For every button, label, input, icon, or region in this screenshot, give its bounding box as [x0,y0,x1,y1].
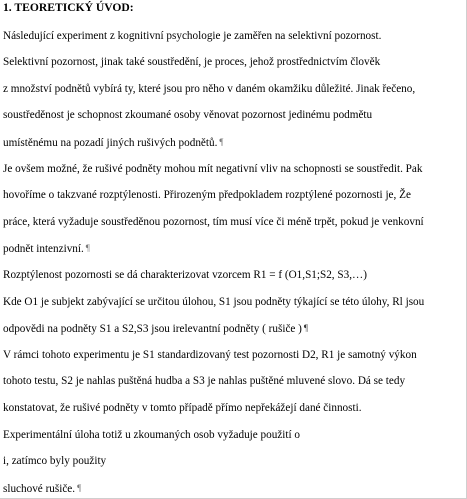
text-line-7: hovoříme o takzvané rozptýlenosti. Přirozeným předpokladem rozptýlené pozornosti je, Že [3,189,411,201]
text-line-5-text: umístěnému na pozadí jiných rušivých podnětů. [3,137,218,149]
text-line-2: Selektivní pozornost, jinak také soustředění, je proces, jehož prostřednictvím člověk [3,56,381,68]
text-line-3-text: z množství podnětů vybírá ty, které jsou pro něho v daném okamžiku důležité. Jinak řečeno, [3,83,416,95]
text-line-14: tohoto testu, S2 je nahlas puštěná hudba a S3 je nahlas puštěné mluvené slovo. Dá se tedy [3,375,406,387]
text-line-15: konstatovat, že rušivé podněty v tomto případě přímo nepřekážejí dané činnosti. [3,402,362,414]
text-line-9-text: podnět intenzivní. [3,243,84,255]
text-line-5 [3,135,223,150]
text-line-8: práce, která vyžaduje soustředěnou pozornost, tím musí více či méně trpět, pokud je venkovní [3,216,424,228]
text-line-12 [3,321,308,336]
text-line-16: Experimentální úloha totiž u zkoumaných osob vyžaduje použití o [3,429,301,441]
text-line-3 [3,82,415,96]
text-line-9 [3,241,90,256]
text-line-4: soustředěnost je schopnost zkoumané osoby věnovat pozornost jedinému podmětu [3,109,373,121]
paragraph-mark-icon: ¶ [219,137,224,147]
paragraph-mark-icon: ¶ [85,243,90,253]
paragraph-mark-icon: ¶ [77,483,82,493]
text-line-6: Je ovšem možné, že rušivé podněty mohou mít negativní vliv na schopnosti se soustředit. Pak [3,163,423,175]
text-line-13: V rámci tohoto experimentu je S1 standardizovaný test pozornosti D2, R1 je samotný výkon [3,349,417,361]
text-line-18 [3,481,81,496]
text-line-18-text: sluchové rušiče. [3,483,76,495]
text-line-10: Rozptýlenost pozornosti se dá charakterizovat vzorcem R1 = f (O1,S1;S2, S3,…) [3,269,367,281]
text-line-12-text: odpovědi na podněty S1 a S2,S3 jsou irelevantní podněty ( rušiče ) [3,323,302,335]
text-line-11: Kde O1 je subjekt zabývající se určitou úlohou, S1 jsou podněty týkající se této úlohy, Rl jsou [3,296,425,308]
paragraph-mark-icon: ¶ [303,323,308,333]
section-heading: 1. TEORETICKÝ ÚVOD: [3,1,134,14]
text-line-1: Následující experiment z kognitivní psychologie je zaměřen na selektivní pozornost. [3,30,382,42]
text-line-17: i, zatímco byly použity [3,455,107,467]
